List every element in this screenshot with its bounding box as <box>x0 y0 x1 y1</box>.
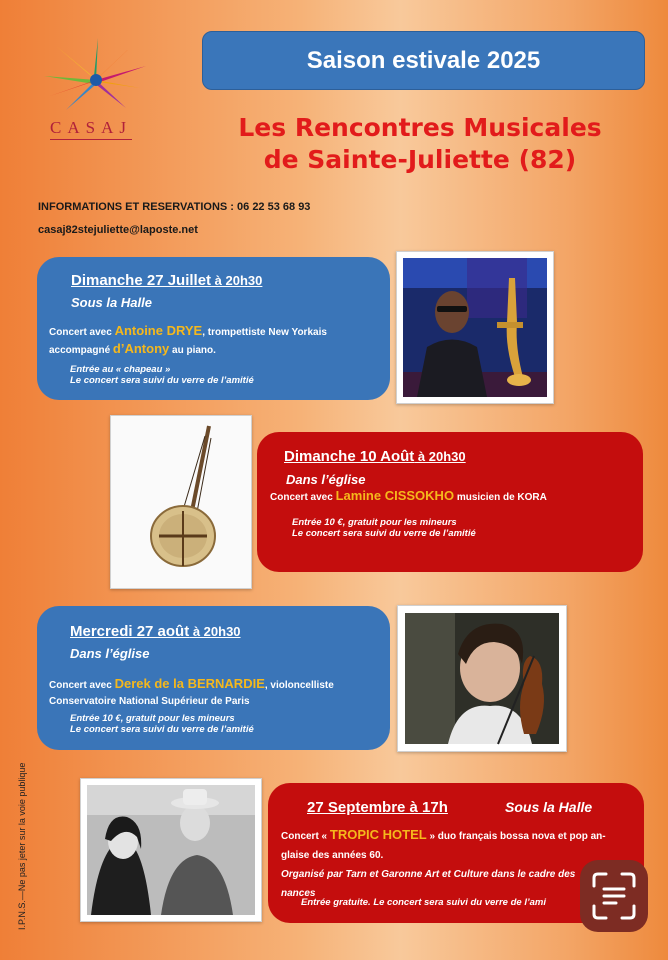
event-1-artist: Antoine DRYE <box>114 323 203 338</box>
event-4-desc-line3: Organisé par Tarn et Garonne Art et Culture dans le cadre des <box>281 869 576 880</box>
event-3-desc-pre: Concert avec <box>49 680 115 691</box>
event-1-date <box>71 272 262 289</box>
event-4-desc-line2: glaise des années 60. <box>281 850 384 861</box>
event-3-place: Dans l’église <box>70 646 150 661</box>
scan-text-icon <box>580 860 648 932</box>
tropic-hotel-image <box>81 779 261 921</box>
event-2-place: Dans l’église <box>286 472 366 487</box>
event-2-date <box>284 448 466 465</box>
event-3-date-time: à 20h30 <box>189 624 241 639</box>
event-4-note: Entrée gratuite. Le concert sera suivi du verre de l’ami <box>301 897 546 908</box>
page-title <box>200 112 640 176</box>
event-1-desc-mid: , trompettiste New Yorkais <box>202 327 327 338</box>
event-card-2 <box>257 432 643 572</box>
event-2-artist: Lamine CISSOKHO <box>335 488 455 503</box>
event-3-artist: Derek de la BERNARDIE <box>114 676 265 691</box>
event-2-description <box>270 488 635 506</box>
event-4-desc-line4: nances <box>281 888 316 899</box>
casaj-logo <box>36 36 156 140</box>
logo-text: CASAJ <box>50 118 132 140</box>
event-1-artist2: d’Antony <box>112 341 170 356</box>
title-line-1: Les Rencontres Musicales <box>238 113 602 142</box>
event-2-desc-pre: Concert avec <box>270 492 336 503</box>
event-1-date-main: Dimanche 27 Juillet <box>71 272 212 289</box>
kora-image <box>111 416 251 588</box>
event-3-description <box>49 676 389 710</box>
event-1-desc-pre: Concert avec <box>49 327 115 338</box>
event-1-desc-line2-pre: accompagné <box>49 345 113 356</box>
event-2-note-1: Entrée 10 €, gratuit pour les mineurs <box>292 517 457 528</box>
info-email[interactable]: casaj82stejuliette@laposte.net <box>38 224 198 236</box>
event-4-place: Sous la Halle <box>505 799 593 815</box>
event-1-note-2: Le concert sera suivi du verre de l’amitié <box>70 375 254 386</box>
photo-tropic-hotel <box>80 778 262 922</box>
cellist-image <box>398 606 566 751</box>
event-4-artist: TROPIC HOTEL <box>329 827 427 842</box>
event-card-3 <box>37 606 390 750</box>
event-3-date-main: Mercredi 27 août <box>70 623 190 640</box>
event-4-desc-mid: » duo français bossa nova et pop an- <box>426 831 606 842</box>
event-2-note-2: Le concert sera suivi du verre de l’amitié <box>292 528 476 539</box>
event-1-note-1: Entrée au « chapeau » <box>70 364 171 375</box>
photo-trumpeter <box>396 251 554 404</box>
event-3-note-1: Entrée 10 €, gratuit pour les mineurs <box>70 713 235 724</box>
scan-text-button[interactable] <box>580 860 648 932</box>
event-4-desc-pre: Concert « <box>281 831 330 842</box>
event-3-note <box>70 713 254 735</box>
event-1-place: Sous la Halle <box>71 295 152 310</box>
event-1-note <box>70 364 254 386</box>
ipns-notice <box>2 735 27 935</box>
info-phone: INFORMATIONS ET RESERVATIONS : 06 22 53 68 93 <box>38 201 311 213</box>
event-2-note <box>292 517 476 539</box>
event-card-1 <box>37 257 390 400</box>
photo-cellist <box>397 605 567 752</box>
title-line-2: de Sainte-Juliette (82) <box>263 145 577 174</box>
event-2-date-time: à 20h30 <box>414 449 466 464</box>
event-2-date-main: Dimanche 10 Août <box>284 448 415 465</box>
event-1-desc-line2-post: au piano. <box>169 345 216 356</box>
event-3-note-2: Le concert sera suivi du verre de l’amitié <box>70 724 254 735</box>
event-4-date: 27 Septembre à 17h <box>307 799 448 816</box>
event-3-date <box>70 623 241 640</box>
logo-graphic <box>36 36 156 120</box>
event-3-desc-mid: , violoncelliste <box>264 680 334 691</box>
event-2-desc-mid: musicien de KORA <box>454 492 547 503</box>
ipns-text: I.P.N.S.—Ne pas jeter sur la voie publique <box>17 762 27 930</box>
photo-kora <box>110 415 252 589</box>
event-3-desc-line2: Conservatoire National Supérieur de Paris <box>49 696 250 707</box>
season-banner: Saison estivale 2025 <box>202 31 645 90</box>
trumpeter-image <box>397 252 553 403</box>
event-1-description <box>49 323 384 359</box>
event-1-date-time: à 20h30 <box>211 273 263 288</box>
